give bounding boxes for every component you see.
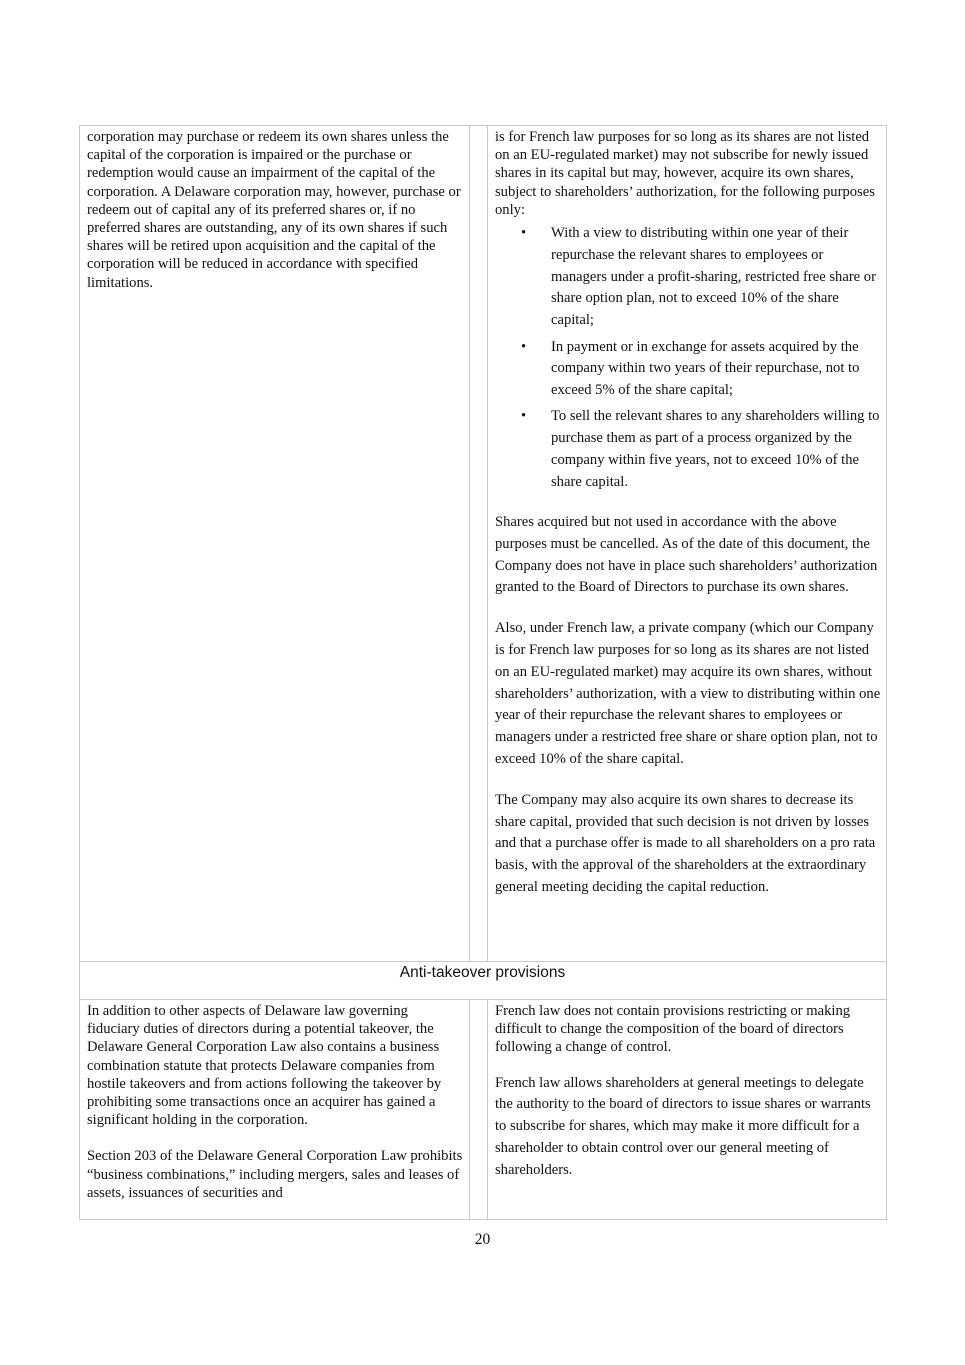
bullet-icon: • xyxy=(521,338,527,355)
repurchase-purposes-list xyxy=(495,223,881,494)
section-title-anti-takeover: Anti-takeover provisions xyxy=(399,964,566,981)
delegation-authority-paragraph: French law allows shareholders at general meetings to delegate the authority to the board of directors to issue shares or warrants to subscribe for shares, which may make it more difficult for a shareholder to obtain control over our general meeting of shareholders. xyxy=(495,1074,871,1178)
french-anti-takeover-cell xyxy=(495,1002,881,1182)
list-item xyxy=(495,223,881,332)
page-number: 20 xyxy=(474,1231,491,1248)
column-divider-right xyxy=(487,125,488,961)
list-item xyxy=(495,406,881,493)
delaware-takeover-paragraph: In addition to other aspects of Delaware law governing fiduciary duties of directors during a potential takeover, the Delaware General Corporation Law also contains a business combination statute that protects Delaware companies from hostile takeovers and from actions following the takeover by prohibiting some transactions once an acquirer has gained a significant holding in the corporation. xyxy=(87,1003,442,1129)
column-divider-right-lower xyxy=(487,999,488,1220)
list-item-text: In payment or in exchange for assets acquired by the company within two years of their repurchase, not to exceed 5% of the share capital; xyxy=(551,338,860,399)
column-divider-left xyxy=(469,125,470,961)
french-share-repurchase-cell xyxy=(495,128,881,899)
row-divider-bottom xyxy=(79,999,887,1000)
list-item-text: With a view to distributing within one year of their repurchase the relevant shares to employees or managers under a profit-sharing, restricted free share or share option plan, not to exceed 10% of the share capital; xyxy=(551,225,876,329)
delaware-anti-takeover-cell xyxy=(87,1002,463,1202)
bullet-icon: • xyxy=(521,408,527,425)
column-divider-left-lower xyxy=(469,999,470,1220)
list-item-text: To sell the relevant shares to any shareholders willing to purchase them as part of a process organized by the company within five years, not to exceed 10% of the share capital. xyxy=(551,408,880,490)
section-203-paragraph: Section 203 of the Delaware General Corporation Law prohibits “business combinations,” including mergers, sales and leases of assets, issuances of securities and xyxy=(87,1148,463,1201)
private-company-paragraph: Also, under French law, a private company (which our Company is for French law purposes for so long as its shares are not listed on an EU-regulated market) may acquire its own shares, without shareholders’ authorization, with a view to distributing within one year of their repurchase the relevant shares to employees or managers under a restricted free share or share option plan, not to exceed 10% of the share capital. xyxy=(495,620,881,768)
cancelled-shares-paragraph: Shares acquired but not used in accordance with the above purposes must be cancelled. As of the date of this document, the Company does not have in place such shareholders’ authorization granted to the Board of Directors to purchase its own shares. xyxy=(495,514,878,596)
bullet-icon: • xyxy=(521,225,527,242)
list-item xyxy=(495,337,881,402)
delaware-share-repurchase-cell xyxy=(87,128,463,292)
delaware-share-repurchase-text: corporation may purchase or redeem its own shares unless the capital of the corporation is impaired or the purchase or redemption would cause an impairment of the capital of the corporation. A Delaware corporation may, however, purchase or redeem out of capital any of its preferred shares or, if no preferred shares are outstanding, any of its own shares if such shares will be retired upon acquisition and the capital of the corporation will be reduced in accordance with specified limitations. xyxy=(87,129,461,291)
french-share-repurchase-intro: is for French law purposes for so long as its shares are not listed on an EU-regulated market) may not subscribe for newly issued shares in its capital but may, however, acquire its own shares, subject to shareholders’ authorization, for the following purposes only: xyxy=(495,129,875,218)
capital-decrease-paragraph: The Company may also acquire its own shares to decrease its share capital, provided that such decision is not driven by losses and that a purchase offer is made to all shareholders on a pro rata basis, with the approval of the shareholders at the extraordinary general meeting deciding the capital reduction. xyxy=(495,791,876,896)
board-composition-paragraph: French law does not contain provisions restricting or making difficult to change the composition of the board of directors following a change of control. xyxy=(495,1003,851,1056)
